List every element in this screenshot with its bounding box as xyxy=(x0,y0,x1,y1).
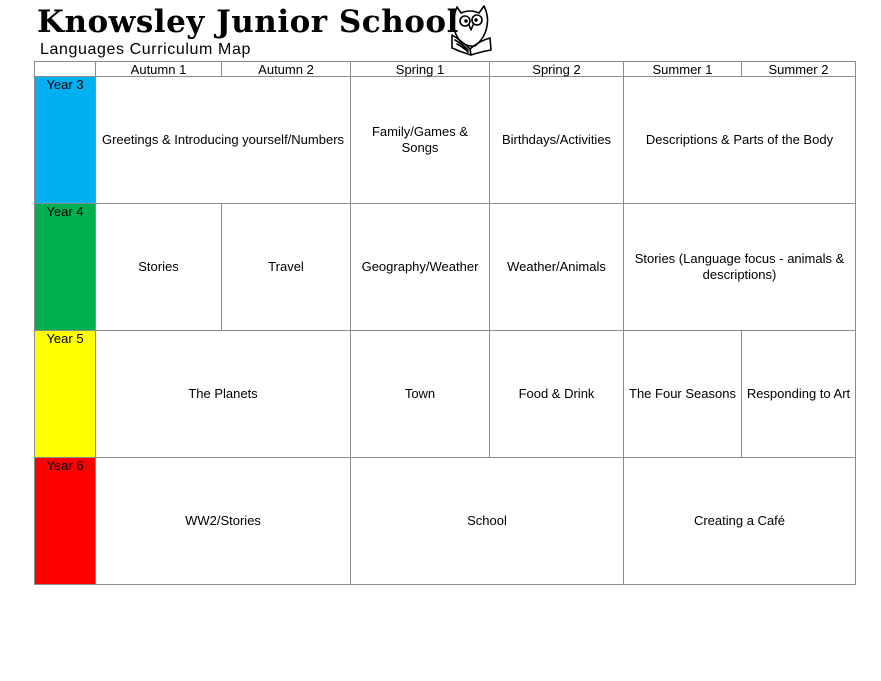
term-header-summer-1: Summer 1 xyxy=(624,62,742,77)
year-6-row xyxy=(35,458,856,585)
topic-cell: WW2/Stories xyxy=(96,458,351,585)
term-header-spring-1: Spring 1 xyxy=(351,62,490,77)
topic-cell: Descriptions & Parts of the Body xyxy=(624,77,856,204)
year-4-row xyxy=(35,204,856,331)
topic-cell: Town xyxy=(351,331,490,458)
topic-cell: Greetings & Introducing yourself/Numbers xyxy=(96,77,351,204)
term-header-summer-2: Summer 2 xyxy=(742,62,856,77)
year-3-label: Year 3 xyxy=(35,77,96,204)
topic-cell: Travel xyxy=(222,204,351,331)
topic-cell: Stories xyxy=(96,204,222,331)
topic-cell: Food & Drink xyxy=(490,331,624,458)
topic-cell: Responding to Art xyxy=(742,331,856,458)
term-header-spring-2: Spring 2 xyxy=(490,62,624,77)
topic-cell: Weather/Animals xyxy=(490,204,624,331)
year-3-row xyxy=(35,77,856,204)
year-5-label: Year 5 xyxy=(35,331,96,458)
topic-cell: Family/Games & Songs xyxy=(351,77,490,204)
term-header-row xyxy=(35,62,856,77)
school-name: Knowsley Junior School xyxy=(37,4,459,40)
topic-cell: Stories (Language focus - animals & descriptions) xyxy=(624,204,856,331)
topic-cell: The Planets xyxy=(96,331,351,458)
owl-reading-book-icon xyxy=(448,2,494,56)
topic-cell: School xyxy=(351,458,624,585)
topic-cell: Geography/Weather xyxy=(351,204,490,331)
corner-cell xyxy=(35,62,96,77)
curriculum-map-title: Languages Curriculum Map xyxy=(40,41,251,58)
topic-cell: Birthdays/Activities xyxy=(490,77,624,204)
year-4-label: Year 4 xyxy=(35,204,96,331)
year-5-row xyxy=(35,331,856,458)
year-6-label: Year 6 xyxy=(35,458,96,585)
topic-cell: The Four Seasons xyxy=(624,331,742,458)
topic-cell: Creating a Café xyxy=(624,458,856,585)
term-header-autumn-2: Autumn 2 xyxy=(222,62,351,77)
curriculum-table xyxy=(34,61,856,585)
term-header-autumn-1: Autumn 1 xyxy=(96,62,222,77)
